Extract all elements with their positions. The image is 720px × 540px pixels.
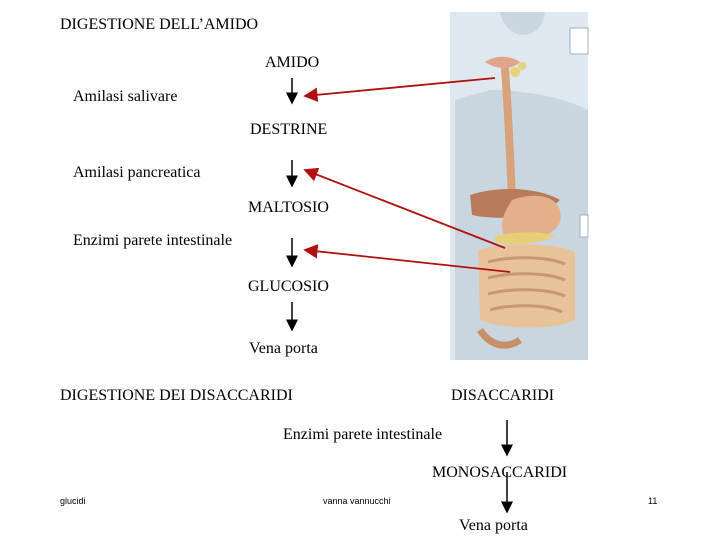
step-monosaccaridi: MONOSACCARIDI: [432, 464, 568, 481]
enzyme-amilasi-pancreatica: Amilasi pancreatica: [73, 164, 201, 181]
pointer-arrow-mouth: [305, 78, 495, 96]
enzyme-amilasi-salivare: Amilasi salivare: [73, 88, 178, 105]
amido-heading: DIGESTIONE DELL’AMIDO: [60, 16, 259, 33]
enzyme-parete-intestinale: Enzimi parete intestinale: [73, 232, 233, 249]
page-number: 11: [648, 496, 658, 506]
step-glucosio: GLUCOSIO: [248, 278, 329, 295]
disaccaridi-heading: DIGESTIONE DEI DISACCARIDI: [60, 387, 293, 404]
footer-left: glucidi: [60, 496, 86, 506]
step-vena-porta: Vena porta: [249, 340, 318, 357]
pointer-arrow-pancreas: [305, 170, 505, 248]
step-maltosio: MALTOSIO: [248, 199, 329, 216]
step-amido: AMIDO: [265, 54, 320, 71]
pointer-arrow-intestine: [305, 250, 510, 272]
step-disaccaridi: DISACCARIDI: [451, 387, 555, 404]
enzyme-disaccaridi: Enzimi parete intestinale: [283, 426, 443, 443]
step-destrine: DESTRINE: [250, 121, 328, 138]
footer-author: vanna vannucchi: [323, 496, 391, 506]
step-disaccaridi-vena-porta: Vena porta: [459, 517, 528, 534]
